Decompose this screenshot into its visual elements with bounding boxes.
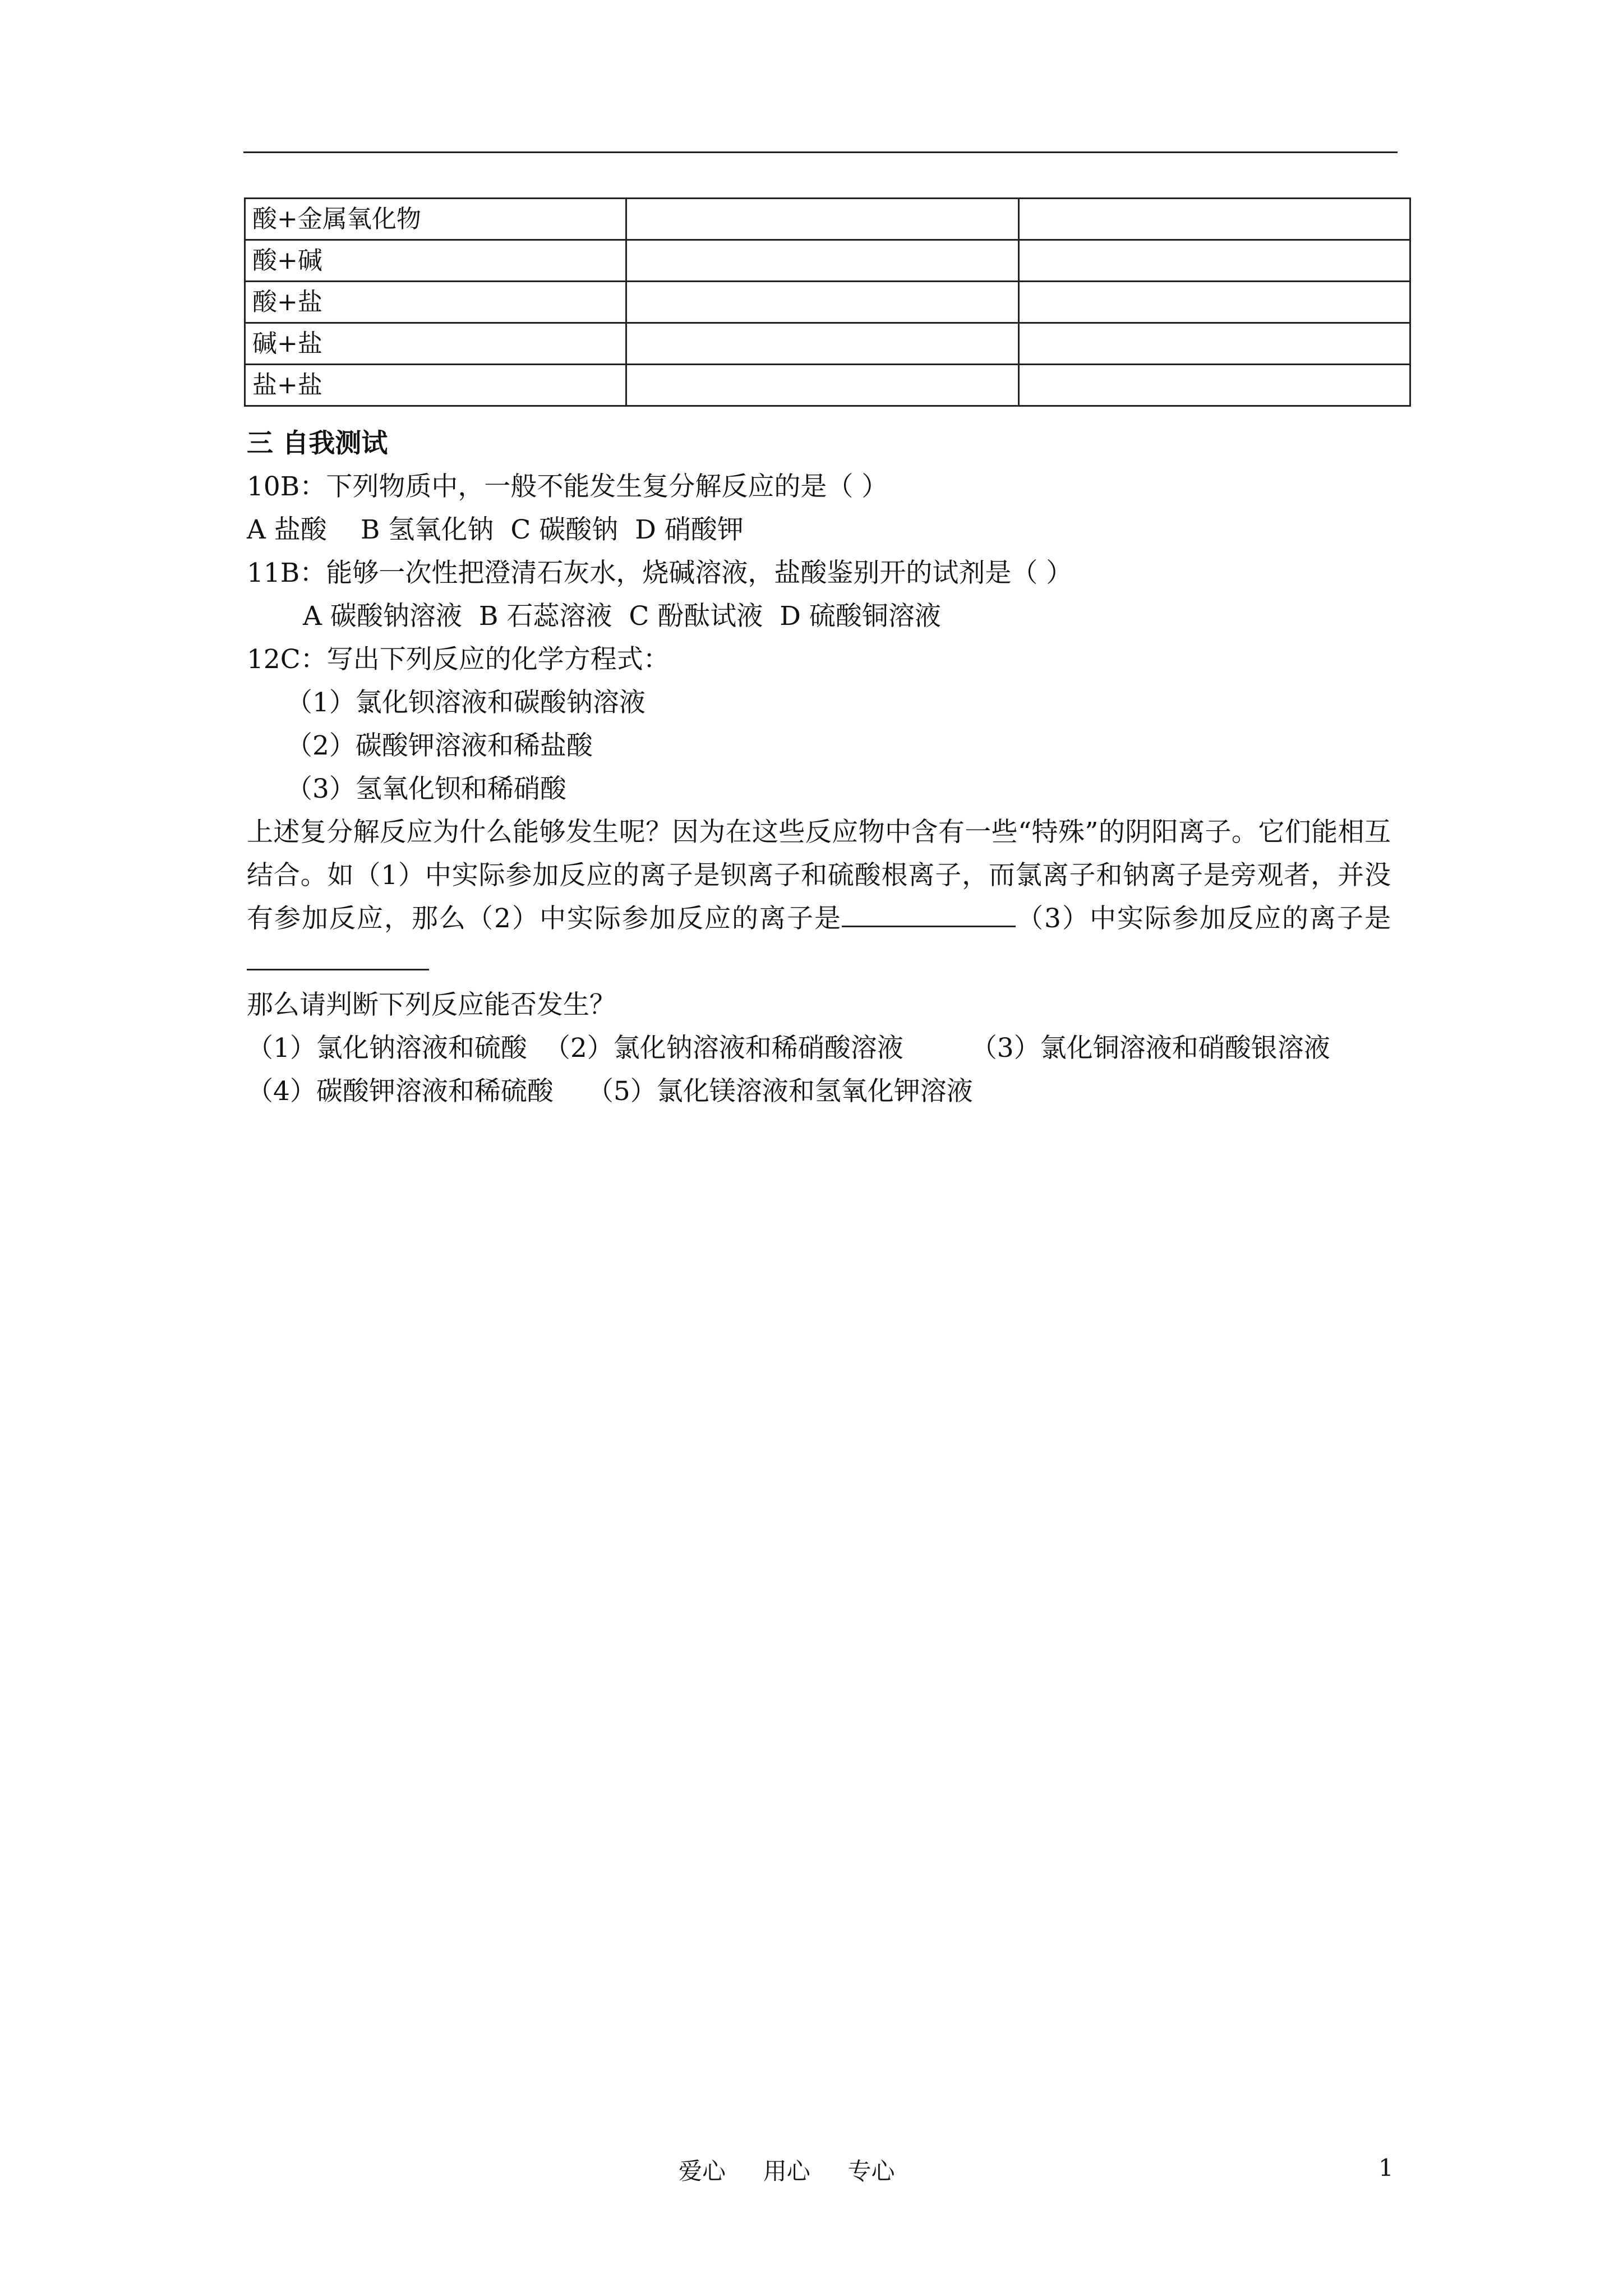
table-cell (1019, 282, 1410, 323)
option: A 盐酸 (247, 514, 327, 545)
table-cell: 酸+金属氧化物 (245, 199, 626, 240)
table-cell (626, 365, 1019, 406)
table-cell (626, 240, 1019, 282)
table-cell (626, 323, 1019, 365)
table-row (245, 365, 1410, 406)
option: B 氢氧化钠 (360, 514, 494, 545)
question-12-item: （3）氢氧化钡和稀硝酸 (286, 774, 566, 804)
paragraph-text: （3）中实际参加反应的离子是 (1016, 903, 1391, 934)
judge-item: （1）氯化钠溶液和硫酸 (247, 1033, 527, 1064)
judge-stem: 那么请判断下列反应能否发生？ (247, 990, 616, 1020)
page-number: 1 (1378, 2154, 1394, 2182)
table-cell: 碱+盐 (245, 323, 626, 365)
option: A 碳酸钠溶液 (303, 601, 462, 632)
table-row (245, 199, 1410, 240)
judge-items-row (247, 1027, 1413, 1070)
question-10-options (247, 508, 1413, 551)
question-11-stem: 11B：能够一次性把澄清石灰水，烧碱溶液，盐酸鉴别开的试剂是（ ） (247, 558, 1073, 588)
judge-item: （3）氯化铜溶液和硝酸银溶液 (970, 1033, 1330, 1064)
question-11-options (247, 595, 1413, 638)
judge-item: （4）碳酸钾溶液和稀硫酸 (247, 1076, 554, 1107)
table-cell (1019, 199, 1410, 240)
table-cell (1019, 240, 1410, 282)
answer-blank[interactable] (247, 946, 429, 970)
answer-blank[interactable] (842, 903, 1016, 927)
question-12-stem: 12C：写出下列反应的化学方程式： (247, 644, 670, 675)
option: C 酚酞试液 (629, 601, 763, 632)
judge-items-row (247, 1070, 1413, 1113)
table-cell (626, 199, 1019, 240)
paragraph-text: 上述复分解反应为什么能够发生呢？因为在这些反应物中含有一些“特殊”的阴阳离子。它们能相互结合。如（1）中实际参加反应的离子是钡离子和硫酸根离子，而氯离子和钠离子是旁观者，并没有参加反应，那么（2）中实际参加反应的离子是 (247, 817, 1391, 934)
section-title: 三 自我测试 (247, 428, 388, 459)
option: D 硝酸钾 (635, 514, 744, 545)
table-row (245, 282, 1410, 323)
reaction-table (244, 197, 1411, 407)
document-body (247, 422, 1413, 1113)
option: D 硫酸铜溶液 (780, 601, 941, 632)
question-12-item: （1）氯化钡溶液和碳酸钠溶液 (286, 687, 645, 718)
explanation-paragraph (247, 811, 1391, 983)
option: B 石蕊溶液 (478, 601, 612, 632)
judge-item: （2）氯化钠溶液和稀硝酸溶液 (543, 1033, 903, 1064)
table-cell (626, 282, 1019, 323)
option: C 碳酸钠 (510, 514, 619, 545)
table-cell: 盐+盐 (245, 365, 626, 406)
footer-slogan: 爱心 用心 专心 (679, 2157, 895, 2185)
question-12-item: （2）碳酸钾溶液和稀盐酸 (286, 730, 593, 761)
question-10-stem: 10B：下列物质中，一般不能发生复分解反应的是（ ） (247, 471, 888, 502)
table-cell (1019, 365, 1410, 406)
table-cell: 酸+碱 (245, 240, 626, 282)
table-cell: 酸+盐 (245, 282, 626, 323)
header-rule (243, 151, 1398, 153)
table-row (245, 323, 1410, 365)
table-row (245, 240, 1410, 282)
judge-item: （5）氯化镁溶液和氢氧化钾溶液 (587, 1076, 973, 1107)
table-cell (1019, 323, 1410, 365)
